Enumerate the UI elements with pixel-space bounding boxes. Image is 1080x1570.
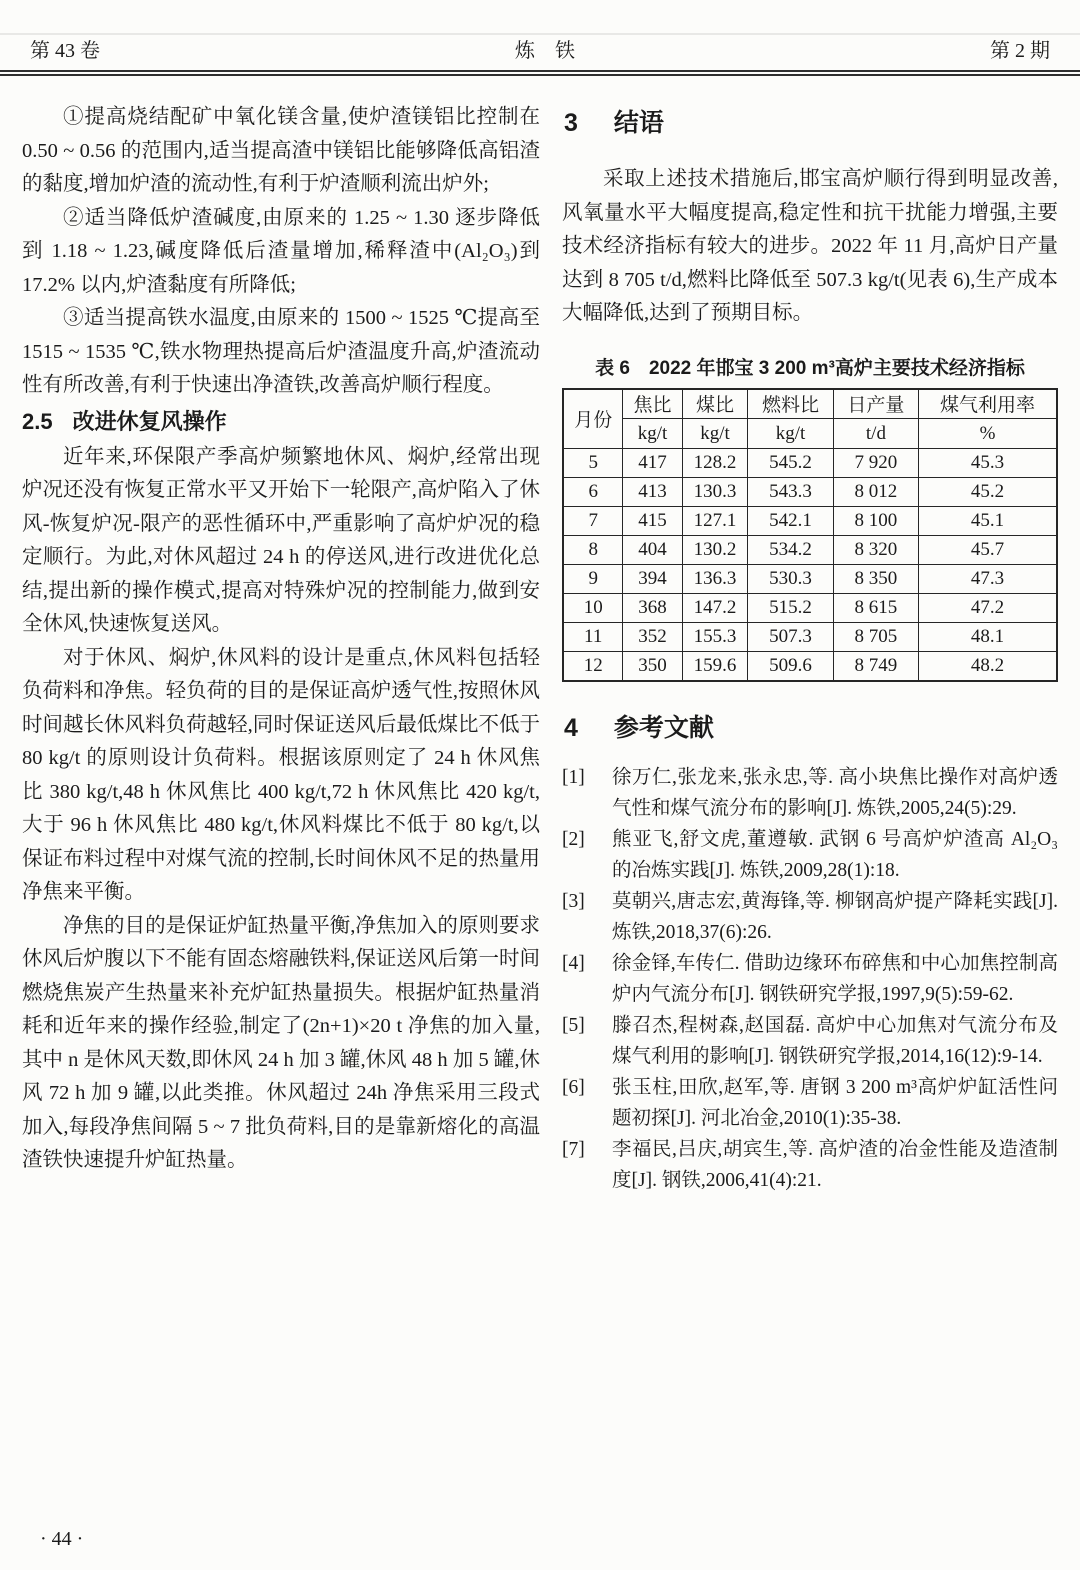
reference-text: 徐金铎,车传仁. 借助边缘环布碎焦和中心加焦控制高炉内气流分布[J]. 钢铁研究学报,1997,9(5):59-62. <box>612 952 1058 1005</box>
reference-item <box>562 762 1058 824</box>
table-header-row-names <box>563 389 1057 419</box>
section-2-5-title: 改进休复风操作 <box>72 408 227 434</box>
conclusion-paragraph: 采取上述技术措施后,邯宝高炉顺行得到明显改善,风氧量水平大幅度提高,稳定性和抗干扰能力增强,主要技术经济指标有较大的进步。2022 年 11 月,高炉日产量达到 8 705 t/d,燃料比降低至 507.3 kg/t(见表 6),生产成本大幅降低,达到了预期目标。 <box>562 168 1058 324</box>
header-volume: 第 43 卷 <box>30 40 100 62</box>
unit-daily-output: t/d <box>833 419 918 449</box>
section-2-5-number: 2.5 <box>22 408 53 434</box>
table-cell: 45.3 <box>919 449 1057 478</box>
column-header-coke-rate: 焦比 <box>623 389 682 419</box>
table-cell: 45.7 <box>919 536 1057 565</box>
table-header-row-units <box>563 419 1057 449</box>
table-6-body <box>563 449 1057 681</box>
reference-label: [3] <box>562 890 585 912</box>
table-cell: 413 <box>623 478 682 507</box>
table-cell: 127.1 <box>682 507 748 536</box>
section-3-heading <box>564 107 1058 139</box>
table-cell: 130.2 <box>682 536 748 565</box>
column-header-coal-rate: 煤比 <box>682 389 748 419</box>
table-cell: 8 <box>563 536 623 565</box>
unit-fuel-rate: kg/t <box>748 419 833 449</box>
table-cell: 404 <box>623 536 682 565</box>
table-row <box>563 478 1057 507</box>
reference-item <box>562 1010 1058 1072</box>
table-cell: 8 100 <box>833 507 918 536</box>
reference-item <box>562 824 1058 886</box>
table-cell: 47.2 <box>919 594 1057 623</box>
table-cell: 7 <box>563 507 623 536</box>
table-row <box>563 623 1057 652</box>
table-6-header <box>563 389 1057 449</box>
table-cell: 507.3 <box>748 623 833 652</box>
column-header-daily-output: 日产量 <box>833 389 918 419</box>
table-6-caption: 表 6 2022 年邯宝 3 200 m³高炉主要技术经济指标 <box>595 357 1025 379</box>
table-cell: 136.3 <box>682 565 748 594</box>
table-cell: 147.2 <box>682 594 748 623</box>
table-cell: 45.2 <box>919 478 1057 507</box>
table-cell: 47.3 <box>919 565 1057 594</box>
table-cell: 10 <box>563 594 623 623</box>
table-cell: 6 <box>563 478 623 507</box>
left-column <box>22 95 540 1178</box>
reference-label: [7] <box>562 1138 585 1160</box>
paragraph-mgo-measure: ①提高烧结配矿中氧化镁含量,使炉渣镁铝比控制在 0.50 ~ 0.56 的范围内,适当提高渣中镁铝比能够降低高铝渣的黏度,增加炉渣的流动性,有利于炉渣顺利流出炉外; <box>22 106 540 195</box>
table-cell: 8 705 <box>833 623 918 652</box>
table-cell: 509.6 <box>748 652 833 681</box>
reference-item <box>562 1134 1058 1196</box>
paragraph-burden-design: 对于休风、焖炉,休风料的设计是重点,休风料包括轻负荷料和净焦。轻负荷的目的是保证高炉透气性,按照休风时间越长休风料负荷越轻,同时保证送风后最低煤比不低于 80 kg/t 的原则设计负荷料。根据该原则定了 24 h 休风焦比 380 kg/t,48 h 休风焦比 400 kg/t,72 h 休风焦比 420 kg/t,大于 96 h 休风焦比 480 kg/t,休风料煤比不低于 80 kg/t,以保证布料过程中对煤气流的控制,长时间休风不足的热量用净焦来平衡。 <box>22 646 540 903</box>
unit-coal-rate: kg/t <box>682 419 748 449</box>
table-cell: 417 <box>623 449 682 478</box>
page-number: · 44 · <box>40 1528 84 1550</box>
reference-label: [6] <box>562 1076 585 1098</box>
table-cell: 8 012 <box>833 478 918 507</box>
reference-text: 李福民,吕庆,胡宾生,等. 高炉渣的冶金性能及造渣制度[J]. 钢铁,2006,41(4):21. <box>612 1138 1058 1191</box>
reference-label: [2] <box>562 828 585 850</box>
table-cell: 128.2 <box>682 449 748 478</box>
table-cell: 530.3 <box>748 565 833 594</box>
section-2-5-heading <box>22 405 540 439</box>
table-row <box>563 594 1057 623</box>
table-cell: 7 920 <box>833 449 918 478</box>
section-3-title: 结语 <box>613 109 664 137</box>
reference-list <box>562 762 1058 1196</box>
page-header <box>30 34 1050 63</box>
header-issue: 第 2 期 <box>990 40 1050 62</box>
table-cell: 8 320 <box>833 536 918 565</box>
reference-label: [5] <box>562 1014 585 1036</box>
unit-gas-utilization: % <box>919 419 1057 449</box>
reference-label: [1] <box>562 766 585 788</box>
table-cell: 368 <box>623 594 682 623</box>
column-header-gas-utilization: 煤气利用率 <box>919 389 1057 419</box>
table-cell: 8 615 <box>833 594 918 623</box>
section-4-number: 4 <box>564 713 578 742</box>
table-cell: 545.2 <box>748 449 833 478</box>
reference-text: 莫朝兴,唐志宏,黄海锋,等. 柳钢高炉提产降耗实践[J]. 炼铁,2018,37(6):26. <box>612 890 1058 943</box>
column-header-month: 月份 <box>563 389 623 449</box>
table-cell: 8 749 <box>833 652 918 681</box>
table-cell: 48.2 <box>919 652 1057 681</box>
table-cell: 534.2 <box>748 536 833 565</box>
reference-item <box>562 886 1058 948</box>
table-cell: 542.1 <box>748 507 833 536</box>
column-header-fuel-rate: 燃料比 <box>748 389 833 419</box>
table-cell: 155.3 <box>682 623 748 652</box>
table-cell: 515.2 <box>748 594 833 623</box>
section-3-number: 3 <box>564 109 578 137</box>
table-cell: 159.6 <box>682 652 748 681</box>
reference-text: 熊亚飞,舒文虎,董遵敏. 武钢 6 号高炉炉渣高 Al₂O₃ 的冶炼实践[J]. 炼铁,2009,28(1):18. <box>612 828 1058 881</box>
table-cell: 352 <box>623 623 682 652</box>
table-cell: 415 <box>623 507 682 536</box>
paragraph-basicity-measure: ②适当降低炉渣碱度,由原来的 1.25 ~ 1.30 逐步降低到 1.18 ~ 1.23,碱度降低后渣量增加,稀释渣中(Al₂O₃)到 17.2% 以内,炉渣黏度有所降低; <box>22 206 540 296</box>
table-cell: 48.1 <box>919 623 1057 652</box>
reference-text: 徐万仁,张龙来,张永忠,等. 高小块焦比操作对高炉透气性和煤气流分布的影响[J]. 炼铁,2005,24(5):29. <box>612 766 1058 819</box>
unit-coke-rate: kg/t <box>623 419 682 449</box>
table-cell: 11 <box>563 623 623 652</box>
header-double-rule <box>0 70 1080 76</box>
table-cell: 394 <box>623 565 682 594</box>
table-6 <box>562 388 1058 682</box>
table-row <box>563 565 1057 594</box>
table-row <box>563 536 1057 565</box>
right-column <box>562 95 1058 1196</box>
paragraph-clean-coke: 净焦的目的是保证炉缸热量平衡,净焦加入的原则要求休风后炉腹以下不能有固态熔融铁料,保证送风后第一时间燃烧焦炭产生热量来补充炉缸热量损失。根据炉缸热量消耗和近年来的操作经验,制定了(2n+1)×20 t 净焦的加入量,其中 n 是休风天数,即休风 24 h 加 3 罐,休风 48 h 加 5 罐,休风 72 h 加 9 罐,以此类推。休风超过 24h 净焦采用三段式加入,每段净焦间隔 5 ~ 7 批负荷料,目的是靠新熔化的高温渣铁快速提升炉缸热量。 <box>22 914 540 1171</box>
reference-text: 张玉柱,田欣,赵军,等. 唐钢 3 200 m³高炉炉缸活性问题初探[J]. 河北冶金,2010(1):35-38. <box>612 1076 1058 1129</box>
reference-item <box>562 948 1058 1010</box>
header-journal-title: 炼 铁 <box>515 40 575 62</box>
reference-text: 滕召杰,程树森,赵国磊. 高炉中心加焦对气流分布及煤气利用的影响[J]. 钢铁研究学报,2014,16(12):9-14. <box>612 1014 1058 1067</box>
table-row <box>563 507 1057 536</box>
reference-item <box>562 1072 1058 1134</box>
table-row <box>563 652 1057 681</box>
table-row <box>563 449 1057 478</box>
table-cell: 8 350 <box>833 565 918 594</box>
section-4-heading <box>564 712 1058 744</box>
table-cell: 12 <box>563 652 623 681</box>
table-cell: 9 <box>563 565 623 594</box>
table-cell: 350 <box>623 652 682 681</box>
reference-label: [4] <box>562 952 585 974</box>
paragraph-iron-temperature-measure: ③适当提高铁水温度,由原来的 1500 ~ 1525 ℃提高至 1515 ~ 1535 ℃,铁水物理热提高后炉渣温度升高,炉渣流动性有所改善,有利于快速出净渣铁,改善高炉顺行程度。 <box>22 307 540 396</box>
table-cell: 45.1 <box>919 507 1057 536</box>
page-footer <box>40 1528 83 1551</box>
paragraph-wind-off-cycle: 近年来,环保限产季高炉频繁地休风、焖炉,经常出现炉况还没有恢复正常水平又开始下一轮限产,高炉陷入了休风-恢复炉况-限产的恶性循环中,严重影响了高炉炉况的稳定顺行。为此,对休风超过 24 h 的停送风,进行改进优化总结,提出新的操作模式,提高对特殊炉况的控制能力,做到安全休风,快速恢复送风。 <box>22 445 540 635</box>
section-4-title: 参考文献 <box>613 713 714 742</box>
table-cell: 543.3 <box>748 478 833 507</box>
table-cell: 130.3 <box>682 478 748 507</box>
table-cell: 5 <box>563 449 623 478</box>
